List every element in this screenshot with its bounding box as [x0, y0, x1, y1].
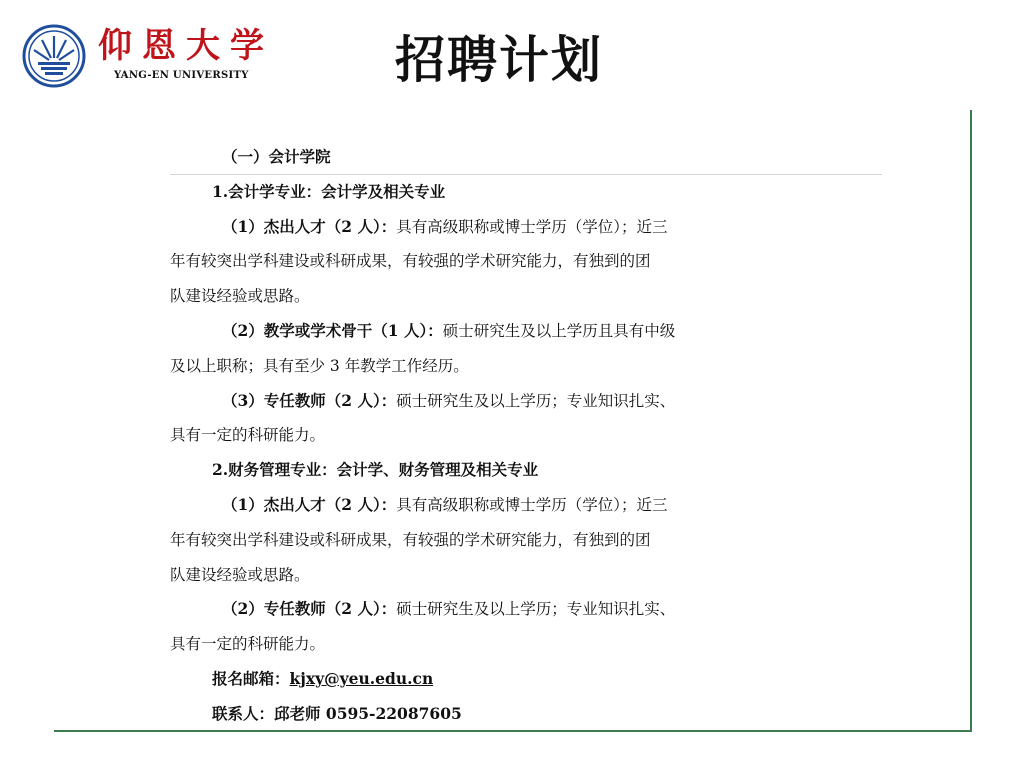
- position-text: 具有高级职称或博士学历（学位）；近三: [396, 495, 668, 514]
- logo-english-name: YANG-EN UNIVERSITY: [114, 70, 249, 81]
- position-text-cont: 具有一定的科研能力。: [170, 426, 326, 445]
- position-text: 硕士研究生及以上学历且具有中级: [442, 321, 676, 340]
- position-text: 具有高级职称或博士学历（学位）；近三: [396, 217, 668, 236]
- position-text-cont: 具有一定的科研能力。: [170, 635, 326, 654]
- university-logo: [22, 24, 292, 88]
- slide-title: 招聘计划: [395, 31, 603, 89]
- position-text: 硕士研究生及以上学历；专业知识扎实、: [396, 600, 676, 619]
- position-label: （3）专任教师（2 人）：: [222, 390, 397, 410]
- university-emblem-icon: [22, 24, 86, 88]
- position-text-cont: 及以上职称；具有至少 3 年教学工作经历。: [170, 356, 469, 375]
- contact-label: 联系人：: [212, 703, 275, 723]
- position-label: （2）教学或学术骨干（1 人）：: [222, 320, 443, 340]
- email-link[interactable]: kjxy@yeu.edu.cn: [289, 668, 434, 688]
- position-text-cont: 年有较突出学科建设或科研成果，有较强的学术研究能力，有独到的团: [170, 252, 651, 271]
- position-item: [170, 488, 882, 523]
- document-body: [170, 140, 882, 732]
- email-label: 报名邮箱：: [212, 668, 290, 688]
- email-row: [170, 662, 882, 697]
- position-label: （2）专任教师（2 人）：: [222, 599, 397, 619]
- position-text-cont: 队建设经验或思路。: [170, 565, 310, 584]
- position-text-cont: 年有较突出学科建设或科研成果，有较强的学术研究能力，有独到的团: [170, 530, 651, 549]
- position-item: [170, 592, 882, 627]
- section-heading: （一）会计学院: [170, 140, 882, 175]
- position-text-cont: 队建设经验或思路。: [170, 287, 310, 306]
- major-heading: 1.会计学专业：会计学及相关专业: [212, 181, 446, 201]
- logo-chinese-name: 仰恩大学: [98, 26, 274, 66]
- contact-value: 邱老师 0595-22087605: [274, 703, 462, 723]
- contact-row: [170, 697, 882, 732]
- position-item: [170, 210, 882, 245]
- position-label: （1）杰出人才（2 人）：: [222, 216, 397, 236]
- position-item: [170, 384, 882, 419]
- major-heading: 2.财务管理专业：会计学、财务管理及相关专业: [212, 460, 539, 480]
- position-item: [170, 314, 882, 349]
- position-label: （1）杰出人才（2 人）：: [222, 494, 397, 514]
- position-text: 硕士研究生及以上学历；专业知识扎实、: [396, 391, 676, 410]
